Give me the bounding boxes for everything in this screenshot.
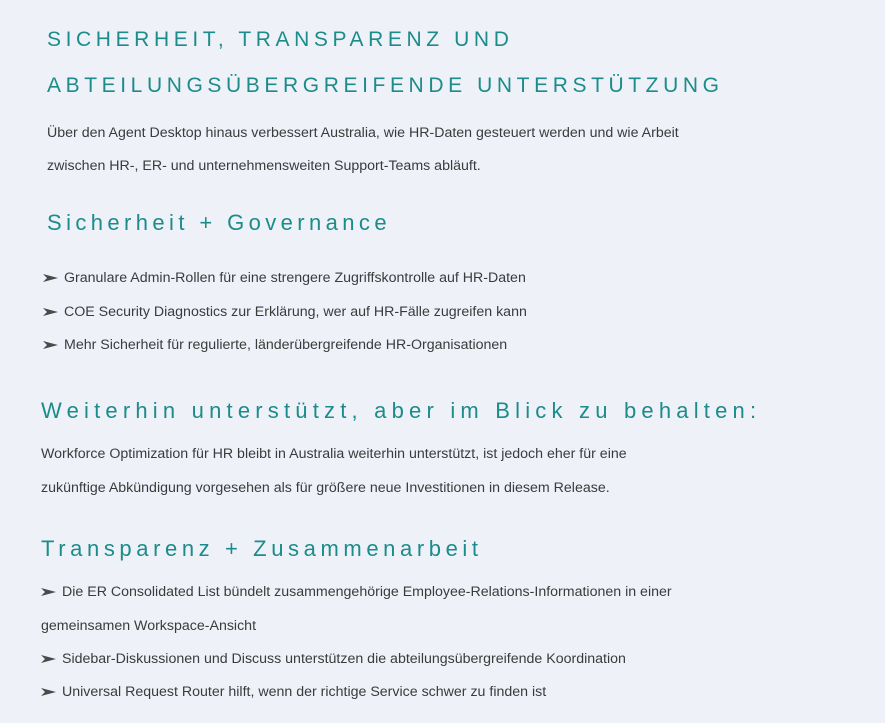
transparency-heading: Transparenz + Zusammenarbeit <box>41 536 483 561</box>
arrowhead-bullet-icon <box>43 340 58 350</box>
security-bullet <box>43 337 507 353</box>
security-bullet-text: Mehr Sicherheit für regulierte, länderübergreifende HR-Organisationen <box>64 337 508 353</box>
supported-text-line-1: Workforce Optimization für HR bleibt in Australia weiterhin unterstützt, ist jedoch eher für eine <box>41 446 627 462</box>
transparency-bullet <box>41 584 672 600</box>
page-title-line-1: SICHERHEIT, TRANSPARENZ UND <box>47 28 514 51</box>
transparency-bullet-text: Universal Request Router hilft, wenn der richtige Service schwer zu finden ist <box>62 684 547 700</box>
supported-text-line-2: zukünftige Abkündigung vorgesehen als für größere neue Investitionen in diesem Release. <box>41 480 610 496</box>
arrowhead-bullet-icon <box>43 307 58 317</box>
transparency-bullet <box>41 684 546 700</box>
transparency-bullet-continuation: gemeinsamen Workspace-Ansicht <box>41 618 257 634</box>
arrowhead-bullet-icon <box>41 587 56 597</box>
security-bullet <box>43 270 526 286</box>
arrowhead-bullet-icon <box>41 687 56 697</box>
arrowhead-bullet-icon <box>43 273 58 283</box>
transparency-bullet-text: Die ER Consolidated List bündelt zusammengehörige Employee-Relations-Informationen in einer <box>62 584 672 600</box>
transparency-bullet-text: Sidebar-Diskussionen und Discuss unterstützen die abteilungsübergreifende Koordination <box>62 651 626 667</box>
security-bullet-text: Granulare Admin-Rollen für eine strengere Zugriffskontrolle auf HR-Daten <box>64 270 526 286</box>
transparency-bullet <box>41 651 626 667</box>
intro-text-line-1: Über den Agent Desktop hinaus verbessert Australia, wie HR-Daten gesteuert werden und wie Arbeit <box>47 125 679 141</box>
security-heading: Sicherheit + Governance <box>47 210 391 235</box>
security-bullet <box>43 304 527 320</box>
security-bullet-text: COE Security Diagnostics zur Erklärung, wer auf HR-Fälle zugreifen kann <box>64 304 527 320</box>
supported-heading: Weiterhin unterstützt, aber im Blick zu behalten: <box>41 398 762 423</box>
arrowhead-bullet-icon <box>41 654 56 664</box>
intro-text-line-2: zwischen HR-, ER- und unternehmensweiten Support-Teams abläuft. <box>47 158 481 174</box>
page-title-line-2: ABTEILUNGSÜBERGREIFENDE UNTERSTÜTZUNG <box>47 74 724 97</box>
